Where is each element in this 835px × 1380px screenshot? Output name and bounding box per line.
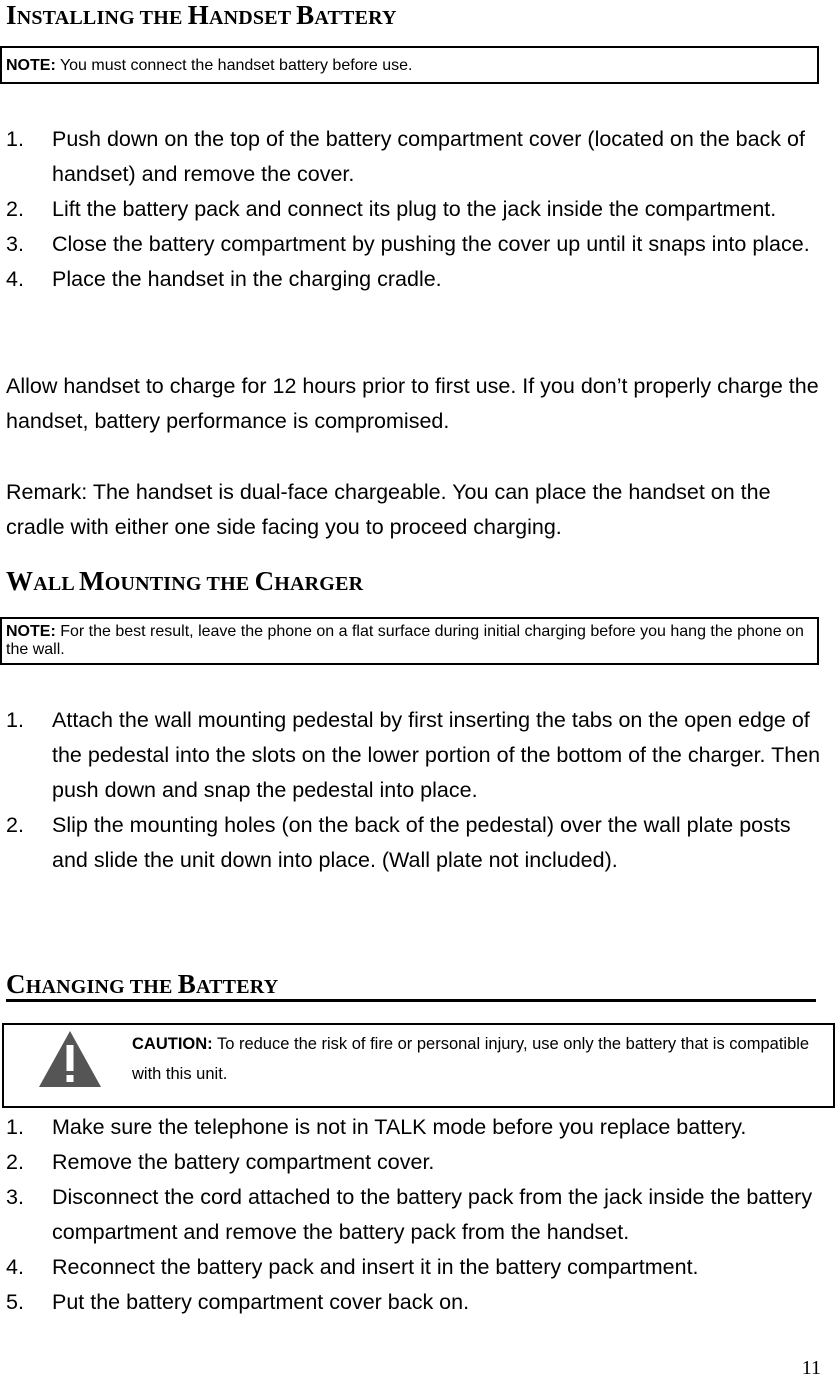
list-item	[6, 808, 826, 878]
heading-text-part: B	[177, 969, 196, 999]
heading-text-part: C	[254, 566, 275, 596]
note-box-handset	[0, 46, 819, 84]
list-item	[6, 703, 826, 808]
heading-text-part: HANGING THE	[25, 976, 178, 998]
list-item-text: Attach the wall mounting pedestal by first inserting the tabs on the open edge of the pedestal into the slots on the lower portion of the bottom of the charger. Then push down and snap the pedestal into place.	[52, 708, 821, 802]
heading-text-part: ALL	[33, 573, 80, 595]
changing-battery-steps-list	[6, 1110, 826, 1320]
list-item	[6, 227, 826, 262]
list-item-text: Remove the battery compartment cover.	[52, 1150, 435, 1174]
list-item	[6, 1180, 826, 1250]
list-item-text: Slip the mounting holes (on the back of the pedestal) over the wall plate posts and slide the unit down into place. (Wall plate not included).	[52, 813, 791, 872]
heading-text-part: ATTERY	[314, 7, 397, 29]
note-text: You must connect the handset battery before use.	[55, 57, 413, 74]
heading-text-part: M	[79, 566, 105, 596]
warning-triangle-icon	[38, 1029, 102, 1087]
heading-text-part: NSTALLING THE	[16, 7, 188, 29]
heading-text-part: ANDSET	[208, 7, 297, 29]
page-number: 11	[801, 1357, 821, 1379]
list-item-number: 3.	[6, 232, 24, 256]
list-item-number: 2.	[6, 197, 24, 221]
heading-text-part: OUNTING THE	[104, 573, 255, 595]
list-item-number: 1.	[6, 1115, 24, 1139]
list-item-number: 3.	[6, 1185, 24, 1209]
wall-mounting-steps-list	[6, 703, 826, 878]
note-text: For the best result, leave the phone on a flat surface during initial charging before you hang the phone on the wall.	[6, 623, 804, 658]
list-item-number: 2.	[6, 1150, 24, 1174]
remark-paragraph: Remark: The handset is dual-face chargeable. You can place the handset on the cradle with either one side facing you to proceed charging.	[6, 480, 771, 539]
list-item-text: Make sure the telephone is not in TALK mode before you replace battery.	[52, 1115, 747, 1139]
list-item-number: 1.	[6, 127, 24, 151]
list-item	[6, 262, 826, 297]
list-item-text: Place the handset in the charging cradle.	[52, 267, 442, 291]
list-item-number: 2.	[6, 813, 24, 837]
list-item	[6, 1250, 826, 1285]
heading-text-part: H	[187, 0, 209, 30]
charge-paragraph: Allow handset to charge for 12 hours prior to first use. If you don’t properly charge the handset, battery performance is compromised.	[6, 374, 819, 433]
title-underline	[6, 999, 816, 1002]
list-item-number: 4.	[6, 1255, 24, 1279]
list-item-number: 4.	[6, 267, 24, 291]
list-item	[6, 122, 826, 192]
list-item	[6, 192, 826, 227]
installing-steps-list	[6, 122, 826, 297]
caution-text	[132, 1029, 835, 1089]
list-item-text: Close the battery compartment by pushing the cover up until it snaps into place.	[52, 232, 810, 256]
list-item-text: Push down on the top of the battery compartment cover (located on the back of handset) and remove the cover.	[52, 127, 805, 186]
list-item-text: Reconnect the battery pack and insert it in the battery compartment.	[52, 1255, 699, 1279]
section-title-changing-battery	[6, 969, 278, 1000]
caution-box	[2, 1023, 835, 1108]
list-item	[6, 1110, 826, 1145]
section-title-installing-battery	[6, 0, 397, 31]
note-label: NOTE:	[6, 623, 56, 640]
heading-text-part: HARGER	[274, 573, 364, 595]
heading-text-part: W	[6, 566, 34, 596]
caution-body: To reduce the risk of fire or personal injury, use only the battery that is compatible with this unit.	[132, 1035, 810, 1083]
section-title-wall-mounting	[6, 566, 363, 597]
list-item-text: Lift the battery pack and connect its plug to the jack inside the compartment.	[52, 197, 777, 221]
list-item	[6, 1145, 826, 1180]
heading-text-part: ATTERY	[195, 976, 279, 998]
list-item-text: Disconnect the cord attached to the battery pack from the jack inside the battery compartment and remove the battery pack from the handset.	[52, 1185, 813, 1244]
heading-text-part: B	[296, 0, 315, 30]
note-label: NOTE:	[6, 57, 56, 74]
list-item-text: Put the battery compartment cover back on.	[52, 1290, 470, 1314]
note-box-wall	[0, 617, 819, 665]
list-item-number: 5.	[6, 1290, 24, 1314]
list-item	[6, 1285, 826, 1320]
list-item-number: 1.	[6, 708, 24, 732]
heading-text-part: C	[6, 969, 26, 999]
caution-label: CAUTION:	[132, 1035, 213, 1053]
heading-text-part: I	[6, 0, 17, 30]
